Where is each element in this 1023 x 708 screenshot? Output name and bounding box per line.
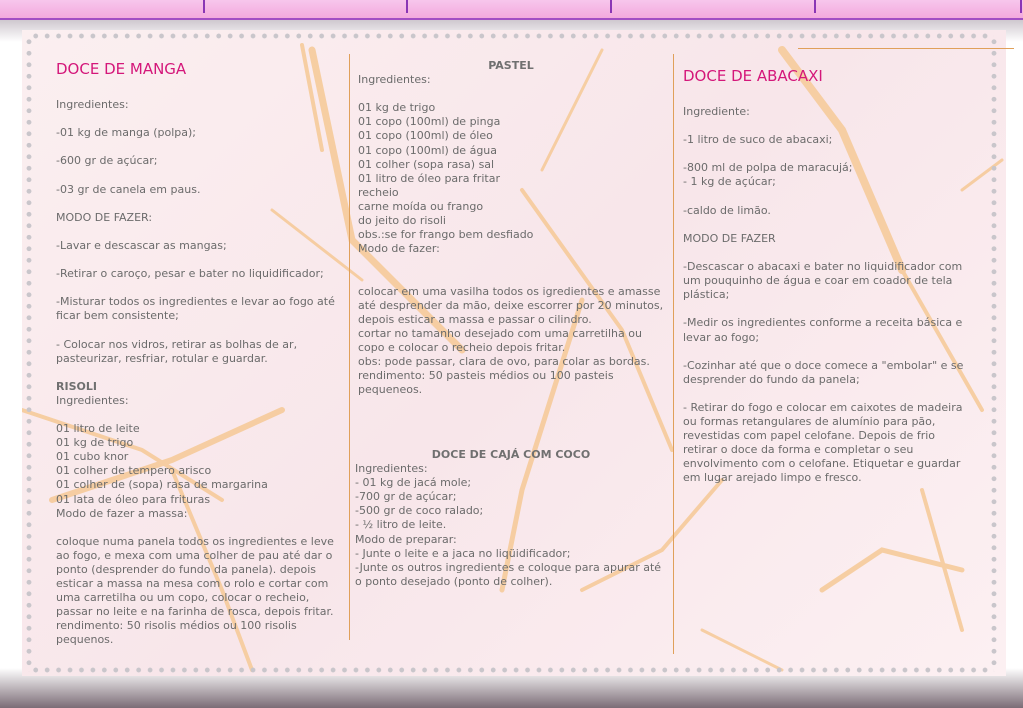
doce-de-abacaxi-text: Ingrediente: -1 litro de suco de abacaxi; -800 ml de polpa de maracujá; - 1 kg de açúcar; -caldo de limão. MODO DE FAZER -Descascar o abacaxi e bater no liquidificador com um pouquinho de água e coar em coador de tela plástica; -Medir os ingredientes conforme a receita básica e levar ao fogo; -Cozinhar até que o doce comece a "embolar" e se desprender do fundo da panela; - Retirar do fogo e colocar em caixotes de madeira ou formas retangulares de alumínio para pão, revestidas com papel celofane. Depois de frio retirar o doce da forma e completar o seu envolvimento com o celofane. Etiquetar e guardar em lugar arejado limpo e fresco. (683, 105, 964, 485)
doce-de-manga-title: DOCE DE MANGA (56, 60, 187, 78)
dotted-border-right (991, 36, 997, 672)
doce-de-abacaxi-title: DOCE DE ABACAXI (683, 67, 823, 85)
pastel-text: Ingredientes: 01 kg de trigo 01 copo (100ml) de pinga 01 copo (100ml) de óleo 01 copo (100ml) de água 01 colher (sopa rasa) sal 01 litro de óleo para fritar recheio carne moída ou frango do jeito do risoli obs.:se for frango bem desfiado Modo de fazer: colocar em uma vasilha todos os igredientes e amasse até desprender da mão, deixe escorrer por 20 minutos, depois esticar a massa e passar o cilindro. cortar no tamanho desejado com uma carretilha ou copo e colocar o recheio depois fritar. obs: pode passar, clara de ovo, para colar as bordas. rendimento: 50 pasteis médios ou 100 pasteis pequeneos. (358, 73, 664, 397)
pastel-title: PASTEL (488, 59, 534, 72)
band-segment (610, 0, 816, 13)
column-middle (358, 59, 664, 397)
dotted-border-left (26, 36, 32, 672)
dotted-border-top (30, 33, 994, 39)
caja-text: Ingredientes: - 01 kg de jacá mole; -700 gr de açúcar; -500 gr de coco ralado; - ½ litro de leite. Modo de preparar: - Junte o leite e a jaca no liqüidificador; -Junte os outros ingredientes e coloque para apurar até o ponto desejado (ponto de colher). (355, 462, 662, 588)
header-rule (798, 48, 1014, 49)
band-segment (0, 0, 205, 13)
column-middle-lower (355, 448, 667, 589)
column-divider (673, 54, 674, 654)
risoli-title: RISOLI (56, 379, 97, 393)
band-segment (203, 0, 408, 13)
doce-de-manga-text: Ingredientes: -01 kg de manga (polpa); -600 gr de açúcar; -03 gr de canela em paus. MODO DE FAZER: -Lavar e descascar as mangas; -Retirar o caroço, pesar e bater no liquidificador; -Misturar todos os ingredientes e levar ao fogo até ficar bem consistente; - Colocar nos vidros, retirar as bolhas de ar, pasteurizar, resfriar, rotular e guardar. (56, 98, 335, 365)
risoli-text: Ingredientes: 01 litro de leite 01 kg de trigo 01 cubo knor 01 colher de tempero arisco 01 colher de (sopa) rasa de margarina 01 lata de óleo para frituras Modo de fazer a massa: coloque numa panela todos os ingredientes e leve ao fogo, e mexa com uma colher de pau até dar o ponto (desprender do fundo da panela). depois esticar a massa na mesa com o rolo e cortar com uma carretilha ou um copo, colocar o recheio, passar no leite e na farinha de rosca, depois fritar. rendimento: 50 risolis médios ou 100 risolis pequenos. (56, 393, 334, 647)
band-segment (406, 0, 612, 13)
dotted-border-bottom (30, 667, 994, 673)
column-divider (349, 54, 350, 640)
top-decorative-band (0, 0, 1023, 20)
column-left (56, 60, 348, 648)
caja-title: DOCE DE CAJÁ COM COCO (431, 448, 591, 461)
band-segment (814, 0, 1022, 13)
column-right (683, 67, 965, 486)
